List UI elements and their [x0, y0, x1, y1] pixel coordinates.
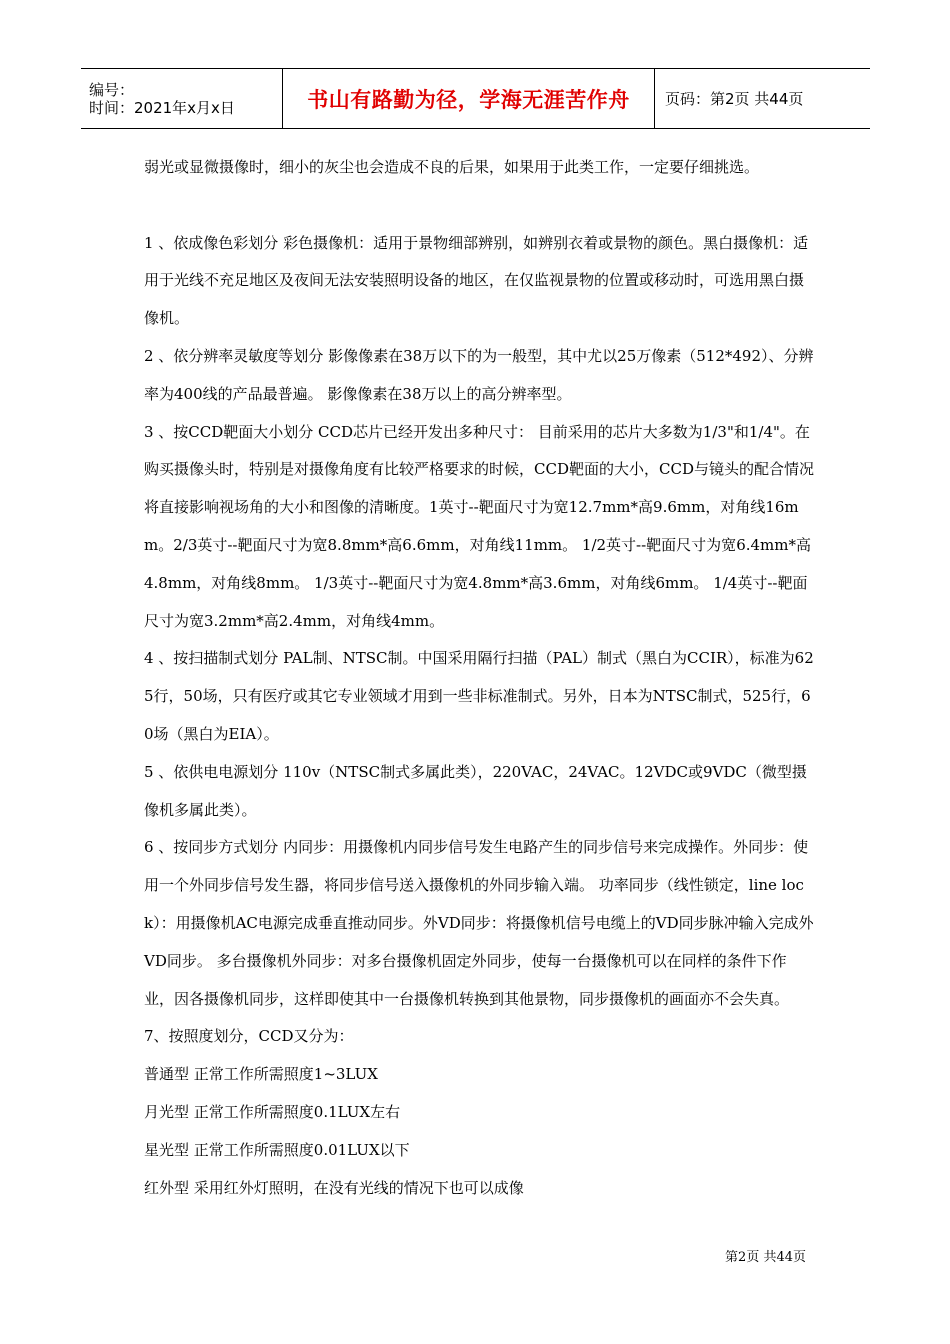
paragraph: 5 、依供电电源划分 110v（NTSC制式多属此类），220VAC，24VAC。12VDC或9VDC（微型摄像机多属此类）。	[144, 762, 807, 819]
page-header	[81, 68, 870, 129]
paragraph: 2 、依分辨率灵敏度等划分 影像像素在38万以下的为一般型，其中尤以25万像素（512*492）、分辨率为400线的产品最普遍。 影像像素在38万以上的高分辨率型。	[144, 346, 814, 403]
paragraph: 星光型 正常工作所需照度0.01LUX以下	[144, 1140, 410, 1159]
document-body	[144, 149, 814, 1207]
paragraph: 红外型 采用红外灯照明，在没有光线的情况下也可以成像	[144, 1178, 524, 1197]
paragraph-gap	[144, 187, 814, 225]
paragraph: 6 、按同步方式划分 内同步：用摄像机内同步信号发生电路产生的同步信号来完成操作。外同步：使用一个外同步信号发生器，将同步信号送入摄像机的外同步输入端。 功率同步（线性锁定，line lock）：用摄像机AC电源完成垂直推动同步。外VD同步：将摄像机信号电缆上的VD同步脉冲输入完成外VD同步。 多台摄像机外同步：对多台摄像机固定外同步，使每一台摄像机可以在同样的条件下作业，因各摄像机同步，这样即使其中一台摄像机转换到其他景物，同步摄像机的画面亦不会失真。	[144, 838, 814, 1008]
paragraph: 4 、按扫描制式划分 PAL制、NTSC制。中国采用隔行扫描（PAL）制式（黑白为CCIR），标准为625行，50场，只有医疗或其它专业领域才用到一些非标准制式。另外，日本为NTSC制式，525行，60场（黑白为EIA）。	[144, 649, 814, 743]
paragraph: 月光型 正常工作所需照度0.1LUX左右	[144, 1102, 401, 1121]
paragraph: 弱光或显微摄像时，细小的灰尘也会造成不良的后果，如果用于此类工作，一定要仔细挑选。	[144, 158, 760, 176]
header-motto: 书山有路勤为径，学海无涯苦作舟	[307, 87, 630, 112]
header-meta	[81, 69, 283, 128]
page-footer-number: 第2页 共44页	[725, 1250, 806, 1265]
header-motto-cell	[283, 69, 655, 128]
paragraph: 3 、按CCD靶面大小划分 CCD芯片已经开发出多种尺寸： 目前采用的芯片大多数为1/3"和1/4"。在购买摄像头时，特别是对摄像角度有比较严格要求的时候，CCD靶面的大小，CCD与镜头的配合情况将直接影响视场角的大小和图像的清晰度。1英寸--靶面尺寸为宽12.7mm*高9.6mm，对角线16mm。2/3英寸--靶面尺寸为宽8.8mm*高6.6mm，对角线11mm。 1/2英寸--靶面尺寸为宽6.4mm*高4.8mm，对角线8mm。 1/3英寸--靶面尺寸为宽4.8mm*高3.6mm，对角线6mm。 1/4英寸--靶面尺寸为宽3.2mm*高2.4mm，对角线4mm。	[144, 422, 814, 630]
paragraph: 普通型 正常工作所需照度1~3LUX	[144, 1065, 378, 1084]
header-page-info: 页码：第2页 共44页	[665, 90, 804, 108]
document-date: 时间：2021年x月x日	[89, 98, 235, 117]
paragraph: 1 、依成像色彩划分 彩色摄像机：适用于景物细部辨别，如辨别衣着或景物的颜色。黑白摄像机：适用于光线不充足地区及夜间无法安装照明设备的地区，在仅监视景物的位置或移动时，可选用黑白摄像机。	[144, 233, 809, 328]
paragraph: 7、按照度划分，CCD又分为：	[144, 1027, 354, 1046]
document-code-label: 编号：	[89, 80, 135, 99]
